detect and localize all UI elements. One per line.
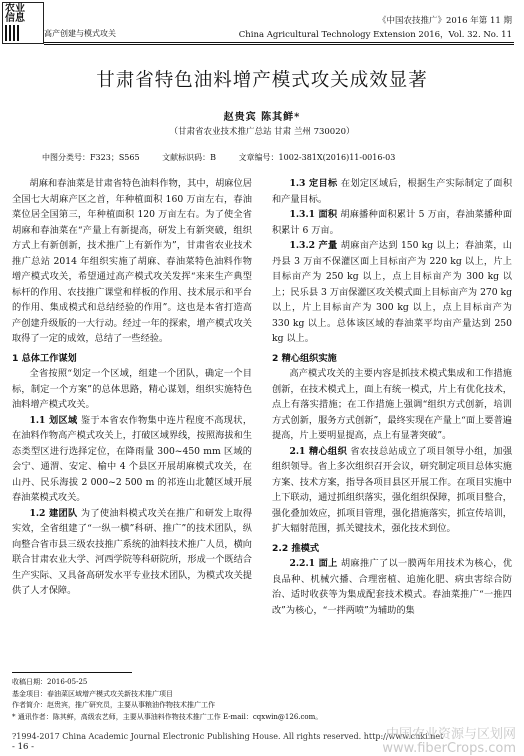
section-heading: 1 总体工作谋划 <box>12 352 77 364</box>
body-paragraph <box>272 556 512 618</box>
page-number: - 16 - <box>12 742 34 752</box>
journal-issue: 《中国农技推广》2016 年第 11 期 <box>377 16 512 26</box>
body-paragraph <box>272 207 512 238</box>
article-number: 文章编号：1002-381X(2016)11-0016-03 <box>238 153 396 162</box>
paragraph-text: 胡麻和春油菜是甘肃省特色油料作物，其中，胡麻位居全国七大胡麻产区之首，年种植面积 160 万亩左右，春油菜位居全国第三，年种植面积 120 万亩左右。为了使全省胡麻和春油菜在“产量上有新提高，研发上有新突破，组织方式上有新创新，技术推广上有新作为”，甘肃省农业技术推广总站 2014 年组织实施了胡麻、春油菜特色油料作物增产模式攻关，希望通过高产模式攻关发挥“来来生产典型标杆的作用、农技推广课堂和样板的作用、技术展示和平台的作用、集成模式和总结经验的作用”。这也是本省打造高产创建升级版的一大行动。经过一年的探索，增产模式攻关取得了一定的成效，总结了一些经验。 <box>12 178 252 344</box>
clc-number: 中图分类号：F323；S565 <box>42 153 140 162</box>
body-paragraph <box>12 506 252 599</box>
footnote: 基金项目：春油菜区域增产模式攻关新技术推广项目 <box>12 689 173 698</box>
footnote-rule <box>12 672 132 673</box>
copyright-line: ?1994-2017 China Academic Journal Electronic Publishing House. All rights reserved. http://www.cnki.net <box>12 732 444 741</box>
body-paragraph <box>12 366 252 413</box>
logo-text: 农业 信息 <box>5 3 25 24</box>
body-paragraph <box>272 444 512 537</box>
journal-citation <box>239 14 512 42</box>
left-column <box>12 176 252 599</box>
body-paragraph <box>272 238 512 347</box>
right-column <box>272 176 512 618</box>
body-paragraph <box>272 366 512 444</box>
section-heading: 2 精心组织实施 <box>272 352 337 364</box>
paragraph-text: 胡麻推广了以一膜两年用技术为核心，优良品种、机械穴播、合理密植、追施化肥、病虫害综合防治、适时收获等为集成配套技术模式。春油菜推广“一推四改”为核心，“一拌两喷”为辅助的集 <box>272 558 513 616</box>
author-affiliation: （甘肃省农业技术推广总站 甘肃 兰州 730020） <box>169 127 355 137</box>
paragraph-text: 鉴于本省农作物集中连片程度不高现状，在油料作物高产模式攻关上，打破区域界线，按照海拔和生态类型区进行选择定位，在降雨量 300~450 mm 区域的会宁、通渭、安定、榆中 4 个县区开展胡麻模式攻关，在山丹、民乐海拔 2 000~2 500 m 的祁连山北麓区域开展春油菜模式攻关。 <box>12 414 253 503</box>
journal-logo <box>2 2 44 44</box>
subsection-label: 2.2.1 面上 <box>289 558 338 569</box>
paragraph-text: 在划定区域后，根据生产实际制定了面积和产量目标。 <box>272 178 513 205</box>
paragraph-text: 为了使油料模式攻关在推广和研发上取得实效，全省组建了“一纵一横”科研、推广”的技术团队，纵向整合省市县三级农技推广系统的油料技术推广人员，横向联合甘肃农业大学、河西学院等科研院所，形成一个既结合生产实际、又具备高研发水平专业技术团队，为模式攻关提供了人才保障。 <box>12 507 253 596</box>
paragraph-text: 胡麻播种面积累计 5 万亩，春油菜播种面积累计 6 万亩。 <box>272 209 513 236</box>
paragraph-text: 高产模式攻关的主要内容是抓技术模式集成和工作措施创新，在技术模式上，面上有统一模式，片上有优化技术，点上有落实措施；在工作措施上强调“组织方式创新，培训方式创新，服务方式创新”，最终实现在产量上“面上要普遍提高，片上要明显提高，点上有显著突破”。 <box>272 368 512 441</box>
subsection-label: 1.3.1 面积 <box>289 209 338 220</box>
subsection-label: 1.1 划区域 <box>29 414 78 426</box>
footnote: 收稿日期：2016-05-25 <box>12 678 88 686</box>
subsection-label: 1.3.2 产量 <box>289 240 338 251</box>
footnotes <box>12 677 512 723</box>
paragraph-text: 胡麻亩产达到 150 kg 以上；春油菜，山丹县 3 万亩不保灌区面上目标亩产为 220 kg 以上，片上目标亩产为 250 kg 以上，点上目标亩产为 300 kg 以上；民乐县 3 万亩保灌区攻关模式面上目标亩产为 270 kg 以上，片上目标亩产为 300 kg 以上，点上目标亩产为 330 kg 以上。总体该区域的春油菜平均亩产量达到 250 kg 以上。 <box>272 240 512 344</box>
paragraph-text: 全省按照“划定一个区域，组建一个团队，确定一个目标，制定一个方案”的总体思路，精心谋划，组织实施特色油料增产模式攻关。 <box>12 368 252 410</box>
paragraph-text: 省农技总站成立了项目领导小组，加强组织领导。省上多次组织召开会议，研究制定项目总体实施方案、技术方案，指导各项目县区开展工作。在项目实施中上下联动，通过抓组织落实，强化组织保障，抓项目整合，强化叠加效应，抓项目管理，强化措施落实，抓宣传培训，扩大辐射范围，抓关键技术，强化技术到位。 <box>272 445 513 534</box>
body-paragraph <box>272 176 512 207</box>
section-heading: 2.2 推模式 <box>272 542 320 554</box>
footnote: 作者简介：赵贵宾，推广研究员，主要从事粮油作物技术推广工作 <box>12 701 215 709</box>
column-label: 高产创建与模式攻关 <box>44 29 116 38</box>
site-watermark: 中国农业资源与区划网 www.fiberCrops.com <box>382 727 516 756</box>
body-paragraph <box>12 413 252 506</box>
article-meta <box>42 152 510 163</box>
subsection-label: 1.3 定目标 <box>289 178 338 189</box>
subsection-label: 1.2 建团队 <box>29 507 78 519</box>
header-rule <box>44 42 514 43</box>
body-paragraph <box>12 176 252 347</box>
article-title: 甘肃省特色油料增产模式攻关成效显著 <box>96 70 428 91</box>
journal-issue-en: China Agricultural Technology Extension 2016，Vol. 32. No. 11 <box>238 30 512 40</box>
article-authors: 赵贵宾 陈其鲜* <box>223 112 301 123</box>
footnote: * 通讯作者：陈其鲜，高级农艺师，主要从事油料作物技术推广工作 E-mail：cqxwin@126.com。 <box>12 712 323 721</box>
header-rule-secondary <box>44 44 514 45</box>
document-code: 文献标识码：B <box>162 153 217 162</box>
subsection-label: 2.1 精心组织 <box>289 445 348 457</box>
qr-code-icon <box>5 25 21 41</box>
